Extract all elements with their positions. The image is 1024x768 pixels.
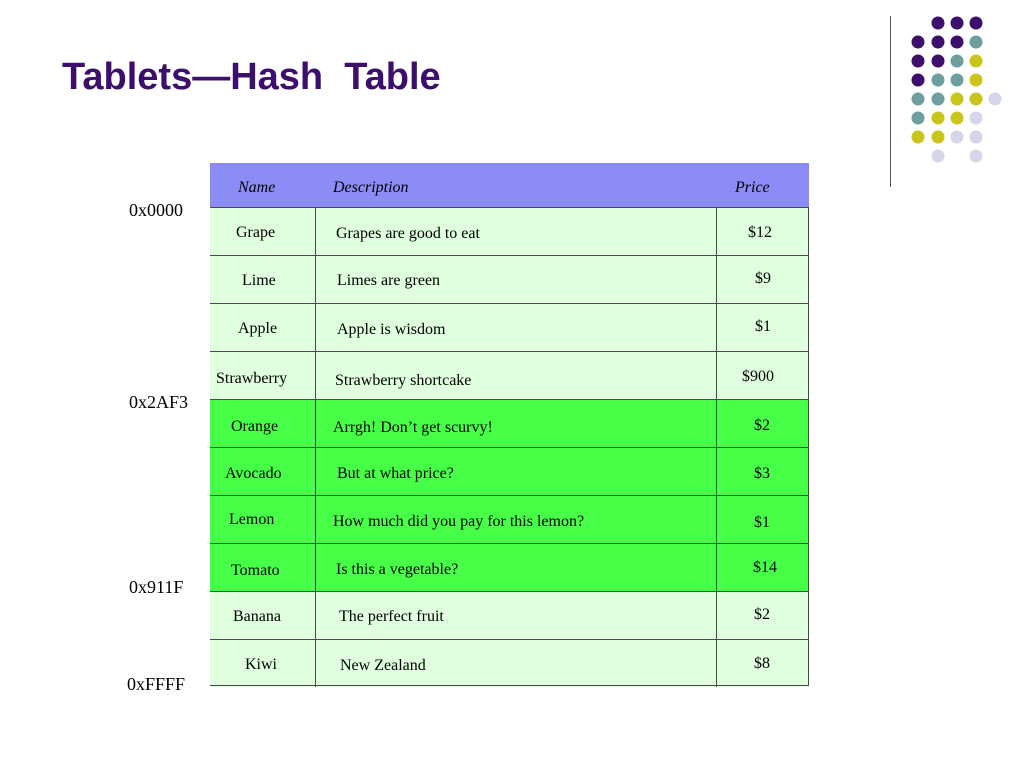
fruit-price: $12	[748, 224, 772, 241]
decorative-dot	[932, 36, 945, 49]
fruit-name: Apple	[238, 320, 278, 337]
table-row	[210, 639, 809, 687]
decorative-dot	[951, 36, 964, 49]
cell-description	[315, 448, 717, 495]
address-label: 0x2AF3	[129, 392, 189, 412]
fruit-price: $1	[755, 318, 771, 335]
fruit-name: Tomato	[231, 562, 280, 579]
table-row	[210, 255, 809, 303]
decorative-dot	[970, 17, 983, 30]
address-label: 0xFFFF	[127, 674, 186, 694]
fruit-description: But at what price?	[337, 465, 454, 482]
fruit-price: $2	[754, 606, 770, 623]
fruit-name: Kiwi	[245, 656, 277, 673]
fruit-price: $14	[753, 559, 777, 576]
table-header	[210, 163, 809, 207]
table-row	[210, 207, 809, 255]
decorative-dot	[912, 93, 925, 106]
fruit-description: Apple is wisdom	[337, 321, 446, 338]
decorative-dot	[951, 131, 964, 144]
fruit-price: $9	[755, 270, 771, 287]
cell-description	[315, 592, 717, 639]
decorative-dot	[970, 150, 983, 163]
decorative-dot	[970, 55, 983, 68]
cell-description	[315, 640, 717, 687]
cell-name	[210, 256, 316, 303]
page-title: Tablets—Hash Table	[62, 56, 441, 98]
cell-description	[315, 352, 717, 399]
decorative-vertical-line	[890, 16, 891, 187]
cell-price	[716, 592, 809, 639]
decorative-dot	[912, 112, 925, 125]
fruit-price: $900	[742, 368, 774, 385]
decorative-dot	[951, 93, 964, 106]
decorative-dot	[951, 17, 964, 30]
cell-description	[315, 544, 717, 591]
cell-price	[716, 352, 809, 399]
decorative-dot	[932, 93, 945, 106]
cell-price	[716, 304, 809, 351]
table-row	[210, 399, 809, 447]
decorative-dot	[951, 55, 964, 68]
cell-name	[210, 448, 316, 495]
cell-price	[716, 448, 809, 495]
cell-price	[716, 208, 809, 255]
decorative-dot	[912, 131, 925, 144]
table-row	[210, 303, 809, 351]
header-description: Description	[333, 179, 409, 196]
decorative-dot	[932, 112, 945, 125]
decorative-dot	[970, 36, 983, 49]
decorative-dot	[970, 93, 983, 106]
fruit-description: Grapes are good to eat	[336, 225, 480, 242]
fruit-name: Banana	[233, 608, 281, 625]
hash-table	[210, 163, 809, 687]
cell-price	[716, 544, 809, 591]
fruit-description: Is this a vegetable?	[336, 561, 459, 578]
fruit-name: Orange	[231, 418, 279, 435]
cell-description	[315, 208, 717, 255]
decorative-dot	[951, 112, 964, 125]
decorative-dot	[989, 93, 1002, 106]
decorative-dot	[970, 74, 983, 87]
cell-price	[716, 256, 809, 303]
table-row	[210, 591, 809, 639]
address-label: 0x911F	[129, 577, 184, 597]
fruit-name: Grape	[236, 224, 276, 241]
decorative-dot	[970, 112, 983, 125]
cell-name	[210, 544, 316, 591]
decorative-dot	[912, 55, 925, 68]
table-row	[210, 543, 809, 591]
decorative-dot	[970, 131, 983, 144]
table-row	[210, 351, 809, 399]
cell-price	[716, 496, 809, 543]
decorative-dot	[912, 74, 925, 87]
fruit-description: How much did you pay for this lemon?	[333, 513, 585, 530]
fruit-name: Lemon	[229, 511, 275, 528]
fruit-name: Strawberry	[216, 370, 288, 387]
decorative-dot	[912, 36, 925, 49]
cell-name	[210, 304, 316, 351]
fruit-name: Lime	[242, 272, 276, 289]
cell-price	[716, 640, 809, 687]
address-label: 0x0000	[129, 200, 183, 220]
cell-name	[210, 208, 316, 255]
table-body	[210, 207, 809, 687]
cell-name	[210, 592, 316, 639]
table-row	[210, 447, 809, 495]
fruit-price: $1	[754, 514, 770, 531]
cell-name	[210, 640, 316, 687]
decorative-dot	[932, 74, 945, 87]
decorative-dot	[932, 131, 945, 144]
header-name: Name	[238, 179, 276, 196]
cell-description	[315, 496, 717, 543]
fruit-description: The perfect fruit	[339, 608, 444, 625]
fruit-description: Arrgh! Don’t get scurvy!	[333, 419, 493, 436]
cell-description	[315, 256, 717, 303]
cell-name	[210, 352, 316, 399]
decorative-dot	[932, 150, 945, 163]
fruit-price: $8	[754, 655, 770, 672]
cell-name	[210, 496, 316, 543]
table-row	[210, 495, 809, 543]
decorative-dot	[951, 74, 964, 87]
fruit-description: Strawberry shortcake	[335, 372, 472, 389]
fruit-description: Limes are green	[337, 272, 441, 289]
fruit-price: $3	[754, 465, 770, 482]
fruit-description: New Zealand	[340, 657, 426, 674]
decorative-dot	[932, 55, 945, 68]
cell-name	[210, 400, 316, 447]
cell-price	[716, 400, 809, 447]
fruit-price: $2	[754, 417, 770, 434]
decorative-dot	[932, 17, 945, 30]
cell-description	[315, 400, 717, 447]
fruit-name: Avocado	[225, 465, 282, 482]
header-price: Price	[735, 179, 770, 196]
cell-description	[315, 304, 717, 351]
